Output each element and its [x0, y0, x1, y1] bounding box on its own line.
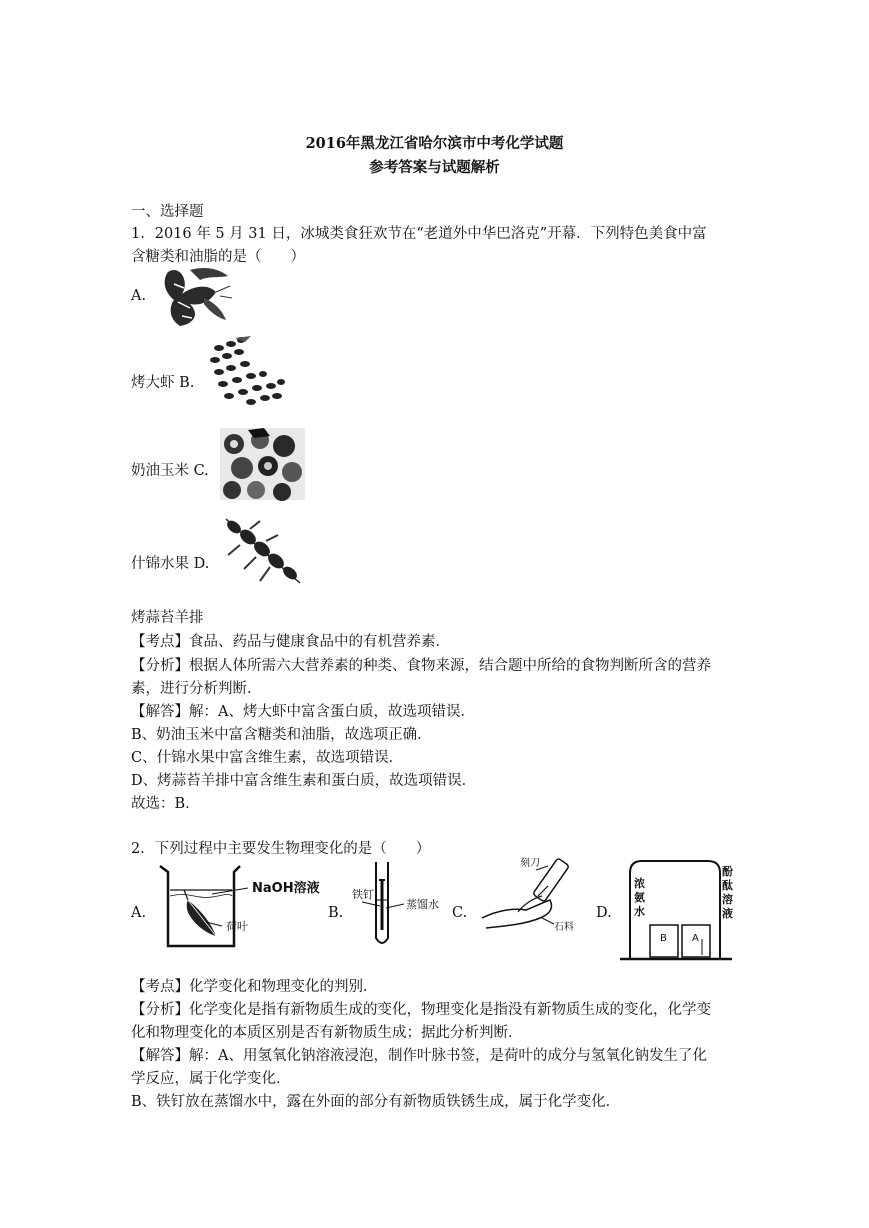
stone-label: 石料	[554, 922, 574, 933]
test-tube-nail-figure	[350, 860, 460, 952]
q2-jieda-line2: 学反应，属于化学变化．	[131, 1071, 291, 1087]
beaker-a-label: A	[692, 933, 699, 944]
lamb-skewer-image	[220, 515, 305, 587]
q2-stem: 2．下列过程中主要发生物理变化的是（ ）	[131, 841, 431, 857]
q1-answer: 故选：B．	[131, 796, 200, 812]
q2-jieda-line1: 【解答】解：A、用氢氧化钠溶液浸泡，制作叶脉书签，是荷叶的成分与氢氧化钠发生了化	[131, 1048, 707, 1064]
nail-label: 铁钉	[352, 888, 374, 901]
q1-fenxi-line1: 【分析】根据人体所需六大营养素的种类、食物来源，结合题中所给的食物判断所含的营养	[131, 658, 711, 674]
q1-kaodian: 【考点】食品、药品与健康食品中的有机营养素．	[131, 634, 450, 650]
knife-label: 刻刀	[520, 858, 540, 869]
q2-label-d: D.	[596, 905, 612, 921]
page-subtitle: 参考答案与试题解析	[369, 159, 500, 176]
ammonia-label: 浓氨水	[634, 877, 645, 918]
bell-jar-figure	[612, 855, 752, 965]
q1-jieda-line4: D、烤蒜苔羊排中富含维生素和蛋白质，故选项错误．	[131, 773, 477, 789]
q1-option-c: 奶油玉米 C.	[131, 463, 209, 479]
q1-stem-line1: 1．2016 年 5 月 31 日，冰城类食狂欢节在“老道外中华巴洛克”开幕．下列特色美食中富	[131, 226, 707, 242]
corn-image	[205, 334, 290, 409]
q1-jieda-line2: B、奶油玉米中富含糖类和油脂，故选项正确．	[131, 727, 432, 743]
q2-fenxi-line2: 化和物理变化的本质区别是否有新物质生成；据此分析判断．	[131, 1025, 523, 1041]
phenolphthalein-label: 酚酞溶液	[722, 865, 733, 920]
carving-figure	[478, 852, 598, 942]
q1-fenxi-line2: 素，进行分析判断．	[131, 681, 262, 697]
water-label: 蒸馏水	[406, 898, 439, 911]
q1-stem-line2: 含糖类和油脂的是（ ）	[131, 249, 305, 265]
q2-kaodian: 【考点】化学变化和物理变化的判别．	[131, 979, 378, 995]
beaker-leaf-figure	[158, 860, 323, 952]
q1-after-d: 烤蒜苔羊排	[131, 610, 204, 626]
q1-option-d: 什锦水果 D.	[131, 556, 210, 572]
q2-label-b: B.	[328, 905, 344, 921]
q2-jieda-line3: B、铁钉放在蒸馏水中，露在外面的部分有新物质铁锈生成，属于化学变化．	[131, 1094, 621, 1110]
shrimp-image	[160, 262, 232, 332]
section-heading: 一、选择题	[131, 204, 204, 220]
q2-fenxi-line1: 【分析】化学变化是指有新物质生成的变化，物理变化是指没有新物质生成的变化，化学变	[131, 1002, 711, 1018]
q2-label-c: C.	[452, 905, 468, 921]
beaker-b-label: B	[660, 933, 667, 944]
fruit-image	[220, 428, 305, 500]
beaker-reagent-label: NaOH溶液	[252, 881, 320, 896]
beaker-leaf-label: 荷叶	[226, 920, 248, 933]
q1-jieda-line1: 【解答】解：A、烤大虾中富含蛋白质，故选项错误．	[131, 704, 475, 720]
q1-jieda-line3: C、什锦水果中富含维生素，故选项错误．	[131, 750, 404, 766]
page-title: 2016年黑龙江省哈尔滨市中考化学试题	[305, 135, 564, 152]
q1-option-b: 烤大虾 B.	[131, 375, 195, 391]
q2-label-a: A.	[131, 905, 147, 921]
q1-option-a: A.	[131, 288, 147, 304]
